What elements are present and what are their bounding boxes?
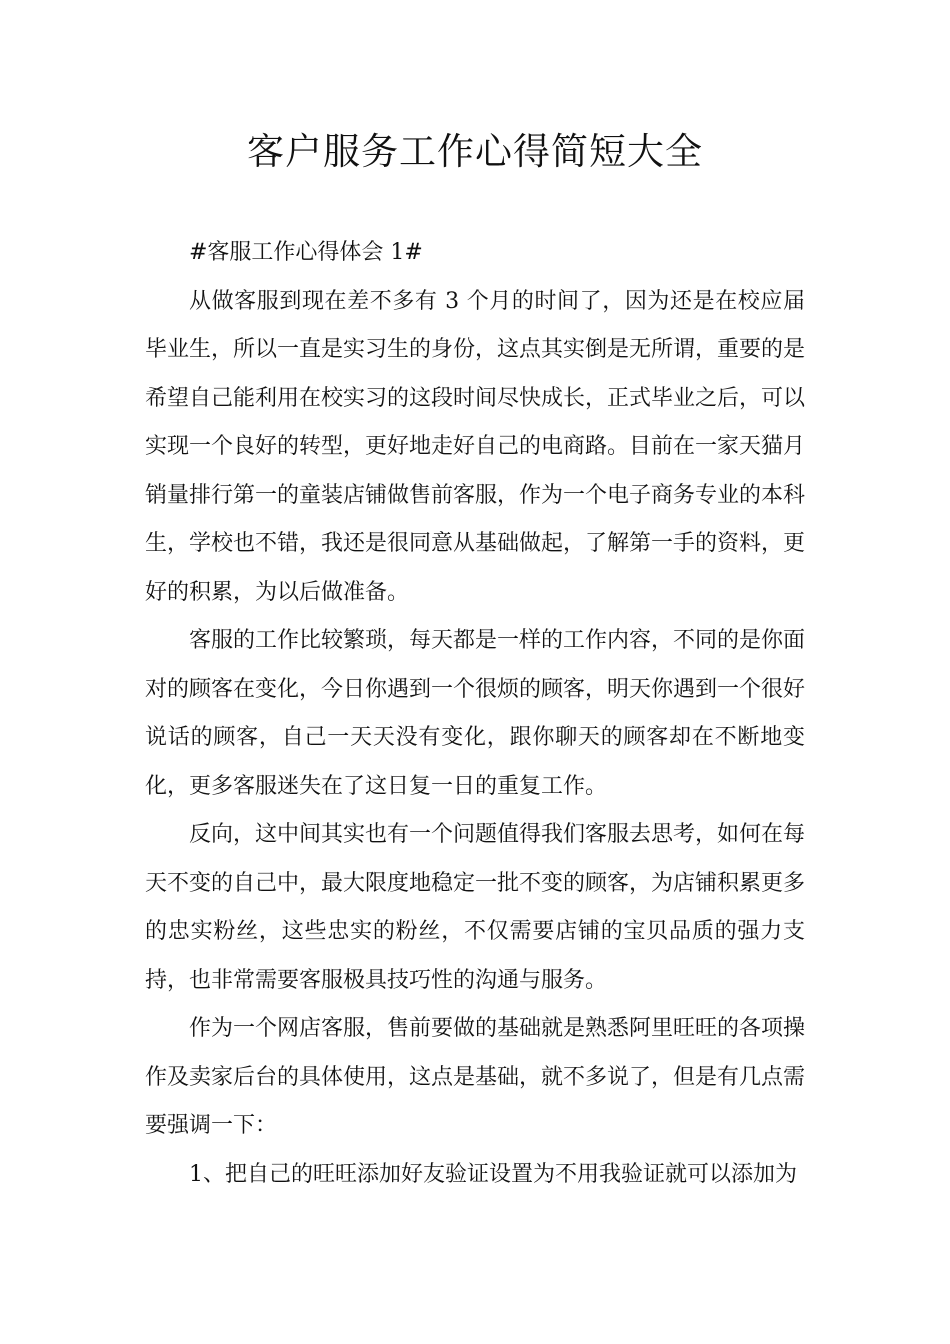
paragraph-4: 作为一个网店客服，售前要做的基础就是熟悉阿里旺旺的各项操作及卖家后台的具体使用，这点是基础，就不多说了，但是有几点需要强调一下： (145, 1016, 806, 1138)
paragraph-3: 反向，这中间其实也有一个问题值得我们客服去思考，如何在每天不变的自己中，最大限度地稳定一批不变的顾客，为店铺积累更多的忠实粉丝，这些忠实的粉丝，不仅需要店铺的宝贝品质的强力支持，也非常需要客服极具技巧性的沟通与服务。 (145, 822, 806, 993)
section-heading: #客服工作心得体会 1# (189, 240, 423, 265)
paragraph-1: 从做客服到现在差不多有 3 个月的时间了，因为还是在校应届毕业生，所以一直是实习生的身份，这点其实倒是无所谓，重要的是希望自己能利用在校实习的这段时间尽快成长，正式毕业之后，可以实现一个良好的转型，更好地走好自己的电商路。目前在一家天猫月销量排行第一的童装店铺做售前客服，作为一个电子商务专业的本科生，学校也不错，我还是很同意从基础做起，了解第一手的资料，更好的积累，为以后做准备。 (145, 288, 806, 605)
paragraph-5: 1、把自己的旺旺添加好友验证设置为不用我验证就可以添加为 (189, 1161, 797, 1187)
document-title: 客户服务工作心得简短大全 (247, 130, 703, 173)
paragraph-2: 客服的工作比较繁琐，每天都是一样的工作内容，不同的是你面对的顾客在变化，今日你遇到一个很烦的顾客，明天你遇到一个很好说话的顾客，自己一天天没有变化，跟你聊天的顾客却在不断地变化，更多客服迷失在了这日复一日的重复工作。 (145, 628, 806, 799)
document-body (145, 229, 805, 1199)
